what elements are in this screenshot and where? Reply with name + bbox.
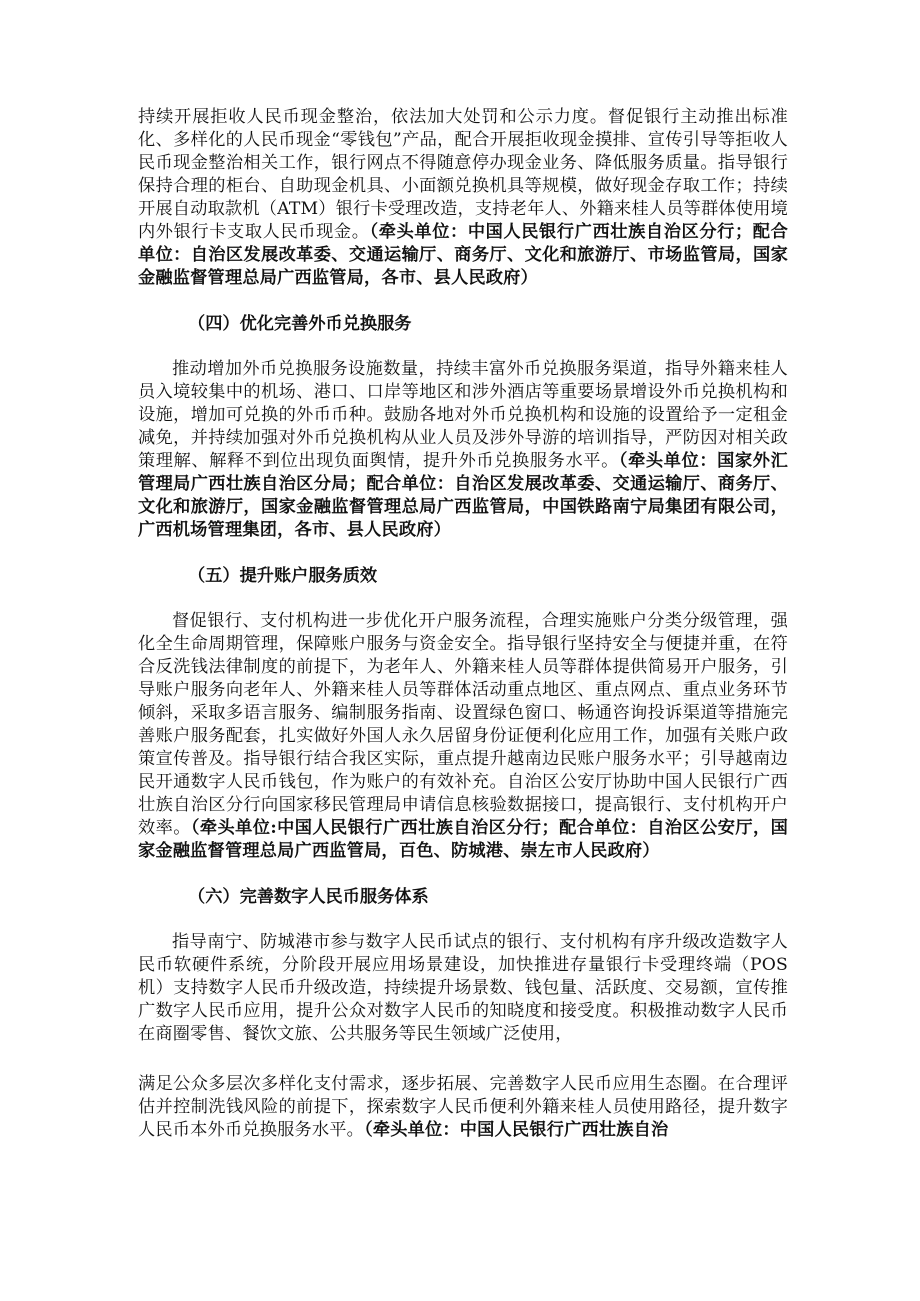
paragraph-text: 持续开展拒收人民币现金整治，依法加大处罚和公示力度。督促银行主动推出标准化、多样化的人民币现金“零钱包”产品，配合开展拒收现金摸排、宣传引导等拒收人民币现金整治相关工作，银行网点不得随意停办现金业务、降低服务质量。指导银行保持合理的柜台、自助现金机具、小面额兑换机具等规模，做好现金存取工作；持续开展自动取款机（ATM）银行卡受理改造，支持老年人、外籍来桂人员等群体使用境内外银行卡支取人民币现金。	[138, 107, 788, 242]
section-heading-4: （四）优化完善外币兑换服务	[188, 314, 412, 334]
paragraph-digital-rmb	[138, 931, 788, 1046]
paragraph-cash-rectification	[138, 106, 788, 290]
responsible-units: （牵头单位：中国人民银行广西壮族自治区分行；配合单位：自治区发展改革委、交通运输厅、商务厅、文化和旅游厅、市场监管局，国家金融监督管理总局广西监管局，各市、县人民政府）	[138, 222, 788, 288]
responsible-units: （牵头单位：中国人民银行广西壮族自治	[364, 1120, 669, 1140]
paragraph-text: 推动增加外币兑换服务设施数量，持续丰富外币兑换服务渠道，指导外籍来桂人员入境较集中的机场、港口、口岸等地区和涉外酒店等重要场景增设外币兑换机构和设施，增加可兑换的外币币种。鼓励各地对外币兑换机构和设施的设置给予一定租金减免，并持续加强对外币兑换机构从业人员及涉外导游的培训指导，严防因对相关政策理解、解释不到位出现负面舆情，提升外币兑换服务水平。	[138, 359, 788, 471]
responsible-units: （牵头单位：国家外汇管理局广西壮族自治区分局；配合单位：自治区发展改革委、交通运输厅、商务厅、文化和旅游厅，国家金融监督管理总局广西监管局，中国铁路南宁局集团有限公司，广西机场管理集团，各市、县人民政府）	[138, 451, 788, 540]
responsible-units: （牵头单位:中国人民银行广西壮族自治区分行；配合单位：自治区公安厅，国家金融监督管理总局广西监管局，百色、防城港、崇左市人民政府）	[138, 818, 788, 861]
section-heading-5: （五）提升账户服务质效	[188, 566, 378, 586]
paragraph-foreign-exchange	[138, 358, 788, 542]
paragraph-digital-rmb-continued	[138, 1073, 788, 1142]
document-page	[138, 106, 788, 1142]
paragraph-account-services	[138, 610, 788, 863]
section-heading-6: （六）完善数字人民币服务体系	[188, 887, 429, 907]
paragraph-text: 督促银行、支付机构进一步优化开户服务流程，合理实施账户分类分级管理，强化全生命周期管理，保障账户服务与资金安全。指导银行坚持安全与便捷并重，在符合反洗钱法律制度的前提下，为老年人、外籍来桂人员等群体提供简易开户服务，引导账户服务向老年人、外籍来桂人员等群体活动重点地区、重点网点、重点业务环节倾斜，采取多语言服务、编制服务指南、设置绿色窗口、畅通咨询投诉渠道等措施完善账户服务配套，扎实做好外国人永久居留身份证便利化应用工作，加强有关账户政策宣传普及。指导银行结合我区实际，重点提升越南边民账户服务水平；引导越南边民开通数字人民币钱包，作为账户的有效补充。自治区公安厅协助中国人民银行广西壮族自治区分行向国家移民管理局申请信息核验数据接口，提高银行、支付机构开户效率。	[138, 611, 788, 838]
paragraph-text: 满足公众多层次多样化支付需求，逐步拓展、完善数字人民币应用生态圈。在合理评估并控制洗钱风险的前提下，探索数字人民币便利外籍来桂人员使用路径，提升数字人民币本外币兑换服务水平。	[138, 1074, 788, 1140]
paragraph-text: 指导南宁、防城港市参与数字人民币试点的银行、支付机构有序升级改造数字人民币软硬件系统，分阶段开展应用场景建设，加快推进存量银行卡受理终端（POS机）支持数字人民币升级改造，持续提升场景数、钱包量、活跃度、交易额，宣传推广数字人民币应用，提升公众对数字人民币的知晓度和接受度。积极推动数字人民币在商圈零售、餐饮文旅、公共服务等民生领域广泛使用，	[138, 932, 788, 1044]
